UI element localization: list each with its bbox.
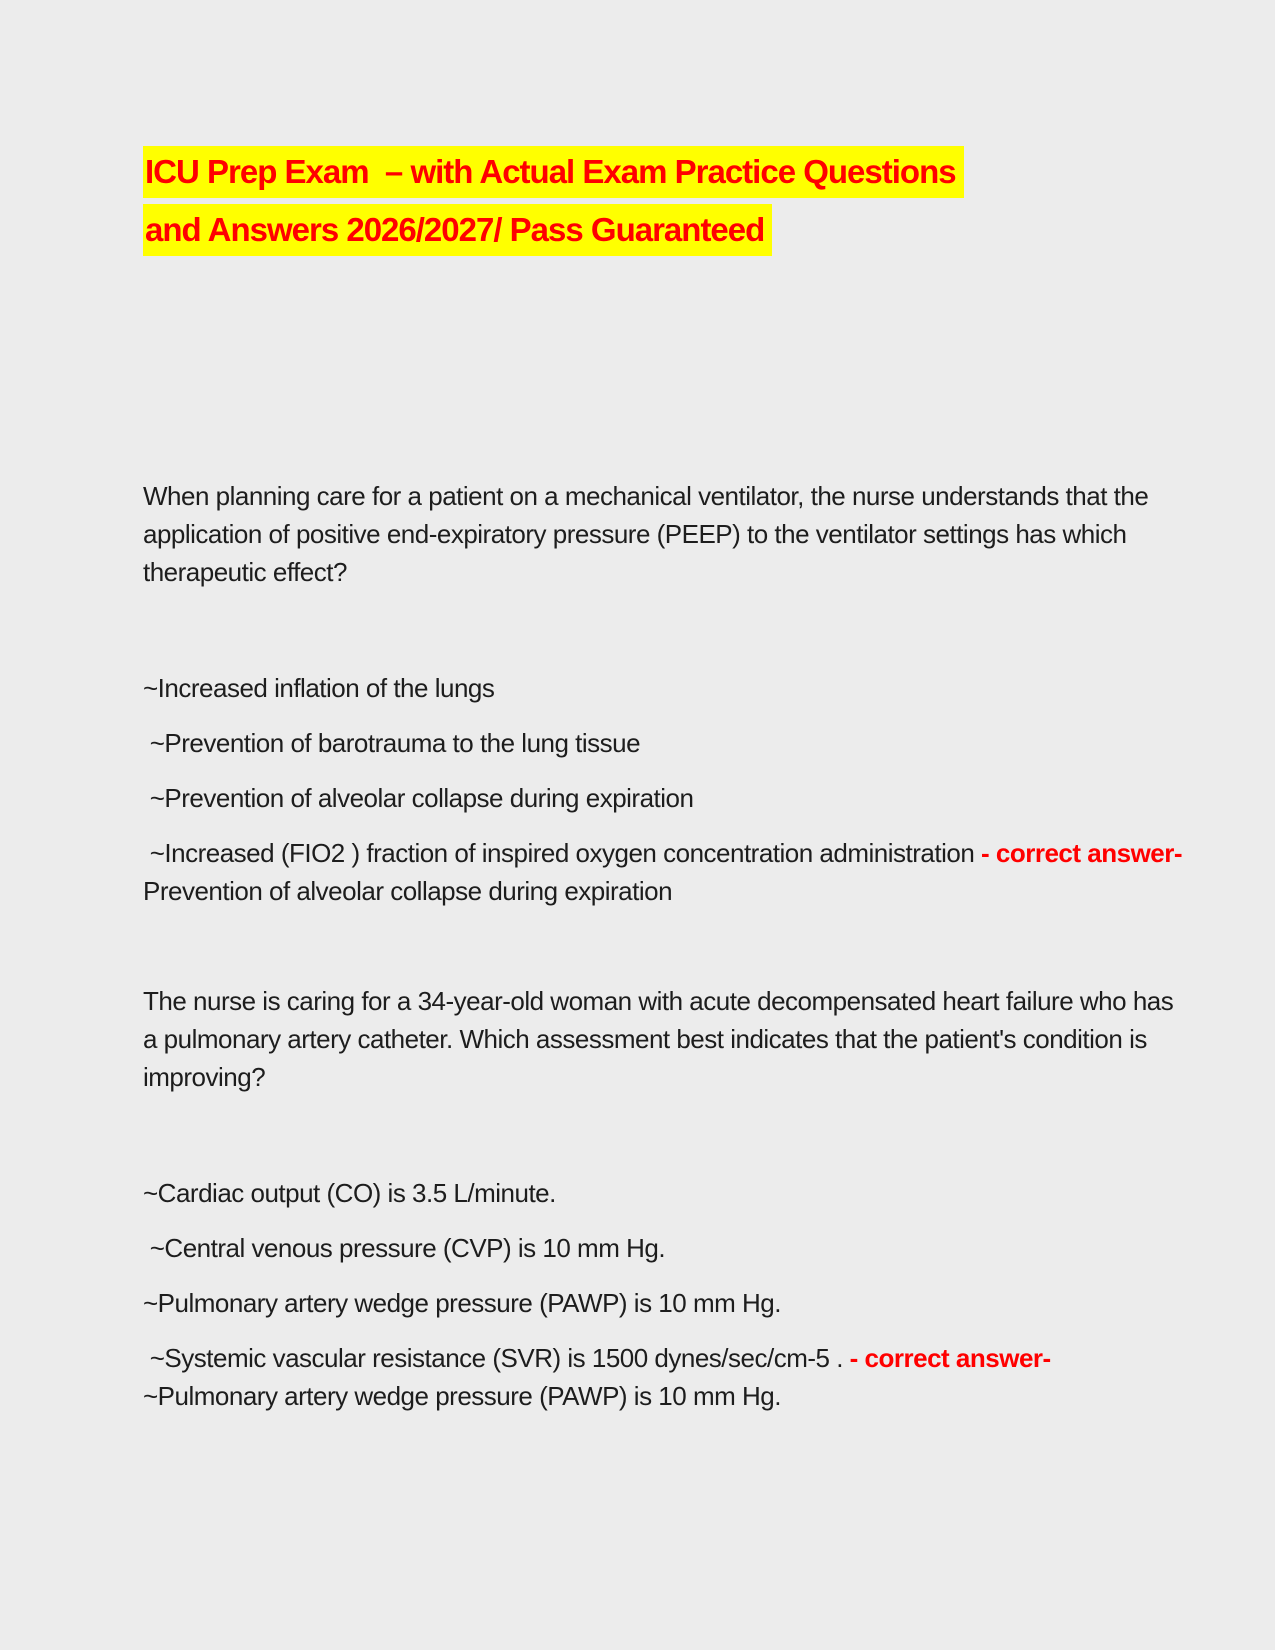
- document-title-line1: ICU Prep Exam – with Actual Exam Practice Questions: [143, 146, 964, 198]
- question-2-correct-answer-marker: - correct answer-: [849, 1343, 1051, 1373]
- question-1-option-4: [143, 834, 1185, 910]
- question-1-option-2: ~Prevention of barotrauma to the lung tissue: [143, 728, 641, 758]
- document-title: [143, 146, 1185, 262]
- question-1-option-1: ~Increased inflation of the lungs: [143, 673, 495, 703]
- question-2-option-3: ~Pulmonary artery wedge pressure (PAWP) is 10 mm Hg.: [143, 1288, 781, 1318]
- question-2-option-4: [143, 1339, 1185, 1415]
- question-1-option-3: ~Prevention of alveolar collapse during expiration: [143, 783, 694, 813]
- question-2-option-1: ~Cardiac output (CO) is 3.5 L/minute.: [143, 1178, 556, 1208]
- question-2-option-4-text: ~Systemic vascular resistance (SVR) is 1500 dynes/sec/cm-5 .: [143, 1343, 850, 1373]
- question-1-correct-answer-marker: - correct answer-: [981, 838, 1183, 868]
- question-2-option-2: ~Central venous pressure (CVP) is 10 mm Hg.: [143, 1233, 666, 1263]
- question-1-correct-answer-text: Prevention of alveolar collapse during expiration: [143, 876, 673, 906]
- document-title-row-1: [143, 146, 1185, 204]
- question-1-option-4-text: ~Increased (FIO2 ) fraction of inspired oxygen concentration administration: [143, 838, 982, 868]
- question-1-stem: When planning care for a patient on a mechanical ventilator, the nurse understands that the application of positive end-expiratory pressure (PEEP) to the ventilator settings has which therapeutic effect?: [143, 481, 1156, 587]
- document-title-row-2: [143, 204, 1185, 262]
- question-2-stem: The nurse is caring for a 34-year-old woman with acute decompensated heart failure who has a pulmonary artery catheter. Which assessment best indicates that the patient's condition is improving?: [143, 986, 1180, 1092]
- document-title-line2: and Answers 2026/2027/ Pass Guaranteed: [143, 204, 772, 256]
- question-2-correct-answer-text: ~Pulmonary artery wedge pressure (PAWP) is 10 mm Hg.: [143, 1381, 781, 1411]
